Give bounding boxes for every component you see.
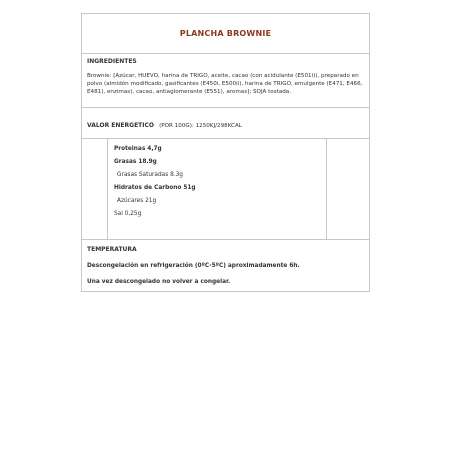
nutrition-left-cell (82, 139, 108, 239)
nutrition-row-fat: Grasas 18.9g (114, 159, 157, 165)
temperature-line-no-refreeze: Una vez descongelado no volver a congelar. (87, 279, 231, 285)
temperature-section (82, 240, 369, 289)
ingredients-section (82, 54, 369, 108)
nutrition-row-protein: Proteinas 4,7g (114, 146, 162, 152)
nutrition-row-salt: Sal 0,25g (114, 211, 142, 217)
temperature-line-thaw: Descongelación en refrigeración (0ºC-5ºC) aproximadamente 6h. (87, 263, 300, 269)
nutrition-right-cell (327, 139, 369, 239)
nutrition-row-sugars: Azúcares 21g (117, 198, 157, 204)
energy-label: VALOR ENERGETICO (87, 122, 154, 129)
nutrition-row-carbs: Hidratos de Carbono 51g (114, 185, 196, 191)
nutrition-row-saturated-fat: Grasas Saturadas 8.3g (117, 172, 183, 178)
title-section (82, 14, 369, 54)
product-sheet (81, 13, 370, 292)
product-title: PLANCHA BROWNIE (179, 29, 272, 38)
ingredients-label: INGREDIENTES (87, 58, 137, 65)
energy-section (82, 108, 369, 139)
ingredients-text: Brownie: [Azúcar, HUEVO, harina de TRIGO, aceite, cacao (con acidulante (E501i)), preparado en polvo (almidón modificado, gasificantes (E450i, E500ii), harina de TRIGO, emulgente (E471, E466, E481), enzimas), cacao, antiaglomerante (E551), aromas]; SOJA tostada. (87, 73, 363, 95)
energy-value: (POR 100G): 1250KJ/298KCAL (159, 123, 242, 129)
nutrition-values (108, 139, 327, 239)
temperature-label: TEMPERATURA (87, 246, 137, 253)
nutrition-table (82, 139, 369, 240)
